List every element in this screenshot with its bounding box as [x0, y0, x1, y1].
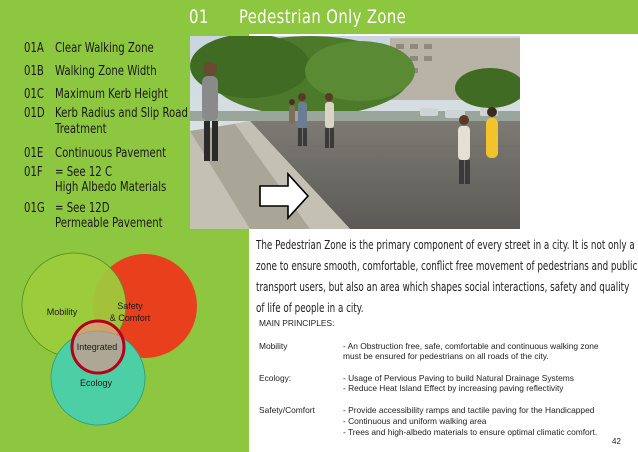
- menu-item-label: Maximum Kerb Height: [55, 87, 168, 102]
- safety-label-line1: Safety: [117, 301, 143, 311]
- menu-item-code: 01A: [24, 41, 44, 56]
- page-number: 42: [612, 437, 621, 446]
- menu-item-label: Continuous Pavement: [55, 146, 167, 161]
- principle-line: - Trees and high-albedo materials to ensure optimal climatic comfort.: [343, 427, 598, 437]
- principle-line: - Continuous and uniform walking area: [343, 416, 487, 426]
- menu-item-label: = See 12 C: [55, 165, 113, 180]
- section-number: 01: [189, 6, 209, 28]
- principle-label-safety: Safety/Comfort: [259, 405, 315, 415]
- menu-item-label-2: High Albedo Materials: [55, 180, 167, 195]
- principle-line: - An Obstruction free, safe, comfortable and continuous walking zone: [343, 341, 599, 351]
- principle-label-ecology: Ecology:: [259, 373, 292, 383]
- ecology-label: Ecology: [79, 378, 113, 388]
- menu-item-label-2: Permeable Pavement: [55, 216, 163, 231]
- principles-title: MAIN PRINCIPLES:: [259, 318, 335, 328]
- menu-item-code: 01F: [24, 165, 43, 180]
- street-photo: [190, 36, 520, 229]
- menu-item-label-2: Treatment: [55, 122, 107, 137]
- principle-label-mobility: Mobility: [259, 341, 288, 351]
- safety-label-line2: & Comfort: [109, 313, 151, 323]
- principle-line: - Usage of Pervious Paving to build Natural Drainage Systems: [343, 373, 574, 383]
- menu-item-label: Walking Zone Width: [55, 64, 157, 79]
- principle-line: - Provide accessibility ramps and tactile paving for the Handicapped: [343, 405, 595, 415]
- menu-item-code: 01G: [24, 201, 45, 216]
- menu-item-code: 01D: [24, 106, 45, 121]
- menu-item-label: = See 12D: [55, 201, 110, 216]
- description-paragraph: The Pedestrian Zone is the primary component of every street in a city. It is not only a zone to ensure smooth, comfortable, conflict free movement of pedestrians and public transport users, but also an area which shapes social interactions, safety and quality of life of people in a city.: [256, 237, 638, 315]
- mobility-label: Mobility: [46, 307, 78, 317]
- menu-item-code: 01C: [24, 87, 44, 102]
- menu-item-code: 01E: [24, 146, 44, 161]
- principle-line: must be ensured for pedestrians on all roads of the city.: [343, 351, 549, 361]
- integrated-label: Integrated: [76, 342, 118, 352]
- menu-item-label: Kerb Radius and Slip Road: [55, 106, 188, 121]
- page-title: Pedestrian Only Zone: [239, 6, 407, 28]
- menu-item-label: Clear Walking Zone: [55, 41, 154, 56]
- menu-item-code: 01B: [24, 64, 44, 79]
- principle-line: - Reduce Heat Island Effect by increasing paving reflectivity: [343, 383, 564, 393]
